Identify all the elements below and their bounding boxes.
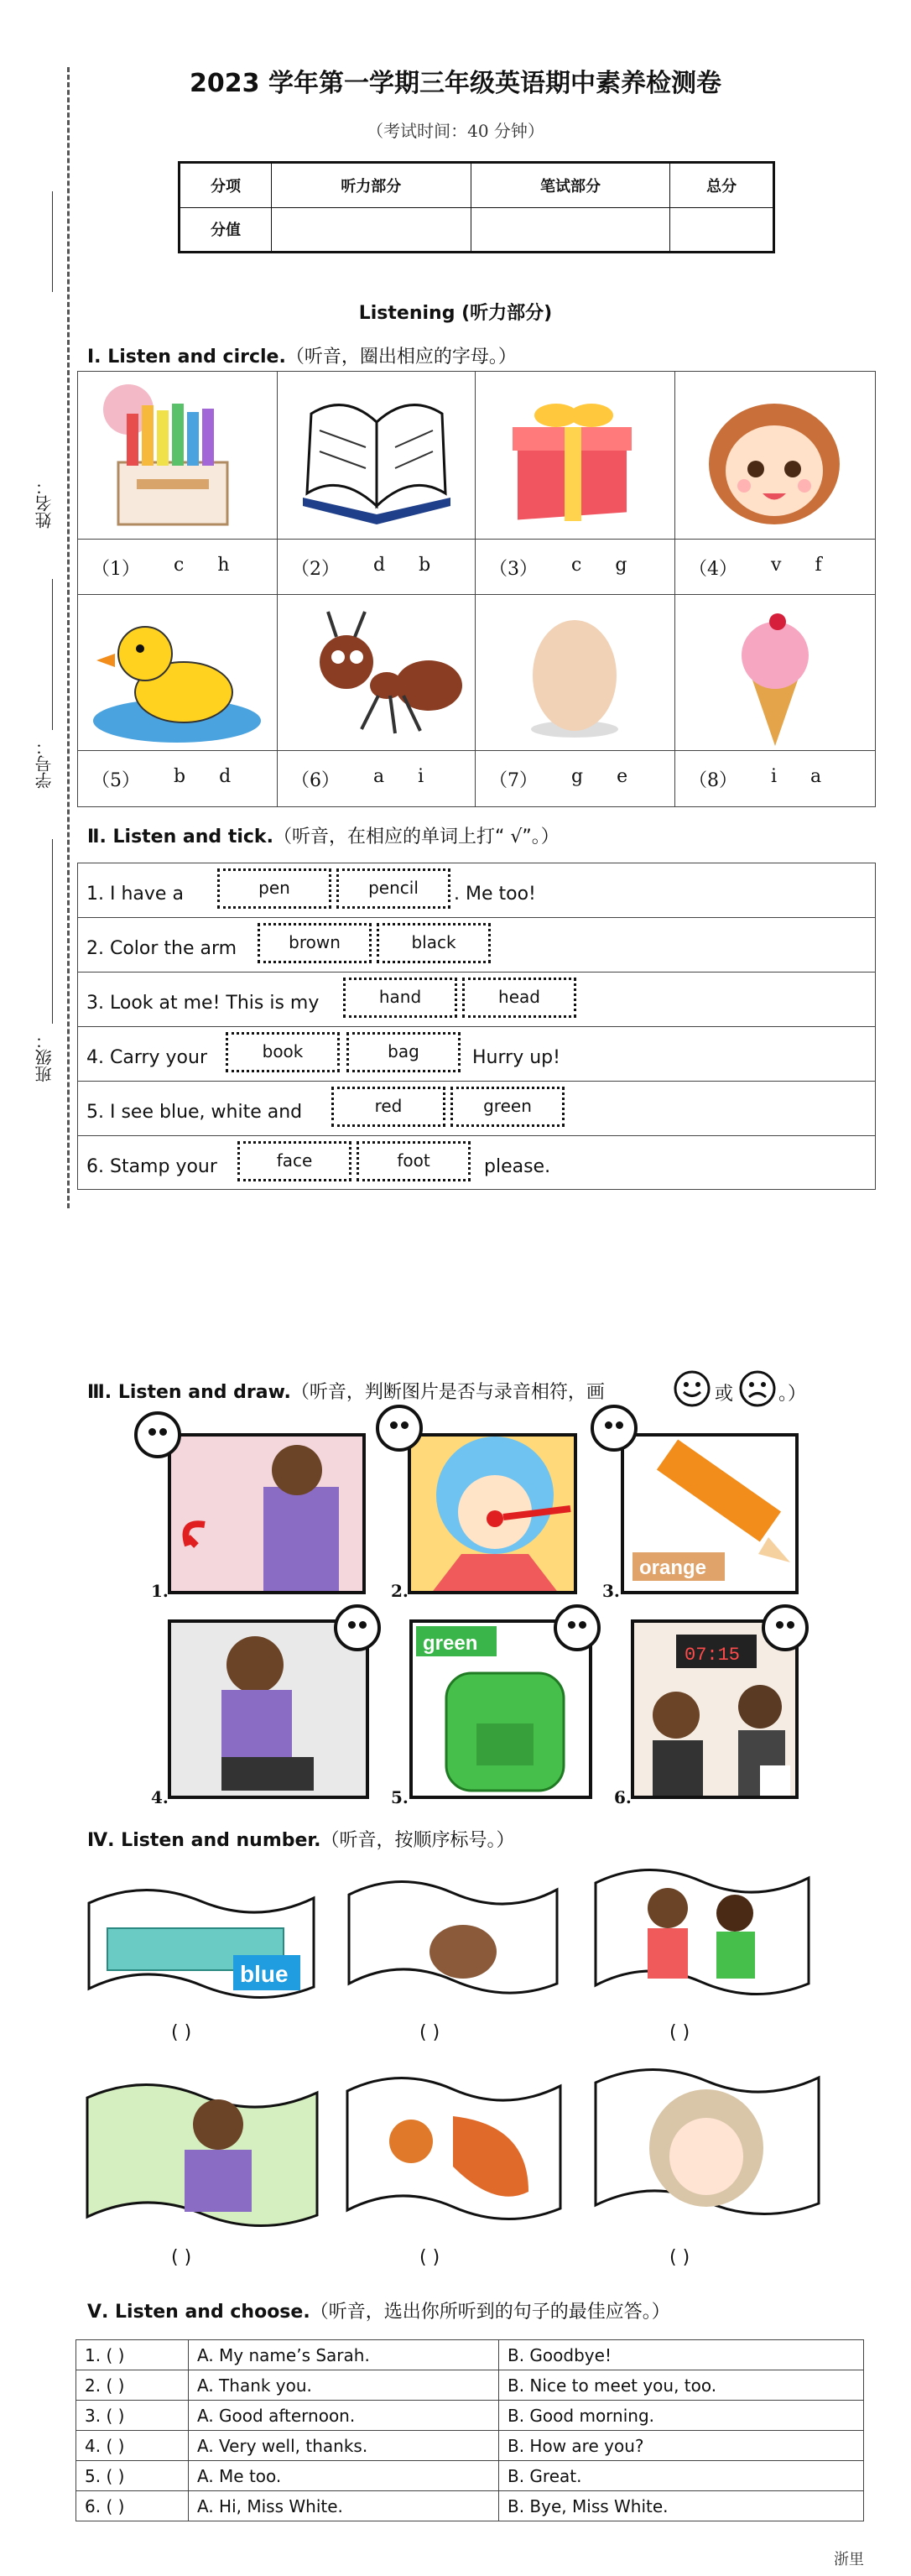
option-cell: （5） b d xyxy=(78,751,278,806)
picture-frame xyxy=(621,1433,799,1594)
part5-heading: Ⅴ. Listen and choose.（听音，选出你所听到的句子的最佳应答。） xyxy=(87,2302,670,2323)
part1-grid xyxy=(77,371,876,807)
part3-heading: Ⅲ. Listen and draw.（听音，判断图片是否与录音相符，画 xyxy=(87,1382,605,1403)
picture-cell xyxy=(78,595,278,751)
choice-letter[interactable]: b xyxy=(174,766,186,787)
backpack-caption: green xyxy=(423,1632,478,1655)
option-a[interactable]: A. Hi, Miss White. xyxy=(189,2491,499,2521)
girl-thinking-picture xyxy=(592,2057,822,2225)
score-cell[interactable] xyxy=(272,207,471,253)
part2-table xyxy=(77,863,876,1190)
brown-bag-picture xyxy=(346,1869,560,2004)
order-blank[interactable]: ( ) xyxy=(171,2022,192,2043)
item-number: 6. xyxy=(614,1787,632,1807)
word-option[interactable]: pen xyxy=(217,868,331,909)
item-number: 1. xyxy=(151,1581,169,1601)
sentence-start: 5. I see blue, white and xyxy=(86,1102,303,1123)
duck-icon xyxy=(78,595,278,751)
item-number: 4. xyxy=(151,1787,169,1807)
word-option[interactable]: bag xyxy=(346,1032,461,1072)
score-header: 笔试部分 xyxy=(471,163,670,208)
picture-cell xyxy=(476,595,675,751)
sentence-start: 6. Stamp your xyxy=(86,1156,217,1177)
choice-letter[interactable]: c xyxy=(571,555,582,576)
tick-row xyxy=(78,973,875,1027)
sentence-end: Hurry up! xyxy=(472,1047,560,1068)
answer-blank[interactable]: 5. ( ) xyxy=(76,2461,189,2491)
choose-row xyxy=(76,2431,864,2461)
gift-icon xyxy=(476,372,675,540)
order-blank[interactable]: ( ) xyxy=(419,2247,440,2268)
listening-title: Listening (听力部分) xyxy=(358,303,553,324)
instruction-end: 。） xyxy=(778,1384,807,1405)
exam-time: （考试时间：40 分钟） xyxy=(367,121,544,141)
part5-table xyxy=(75,2339,864,2521)
part1-heading: Ⅰ. Listen and circle.（听音，圈出相应的字母。） xyxy=(87,347,517,368)
or-text: 或 xyxy=(715,1384,734,1405)
picture-cell xyxy=(78,372,278,540)
choice-letter[interactable]: b xyxy=(419,555,431,576)
option-b[interactable]: B. Great. xyxy=(499,2461,864,2491)
crayons-icon xyxy=(78,372,278,540)
tick-row xyxy=(78,1082,875,1136)
option-b[interactable]: B. Goodbye! xyxy=(499,2340,864,2370)
word-option[interactable]: face xyxy=(237,1141,351,1181)
footer-mark: 浙里 xyxy=(834,2551,864,2568)
pencil-caption: orange xyxy=(639,1557,707,1579)
score-cell[interactable] xyxy=(670,207,774,253)
clown-icon xyxy=(411,1437,577,1594)
word-option[interactable]: black xyxy=(377,923,491,963)
score-header: 分项 xyxy=(180,163,272,208)
boy-waving-icon xyxy=(171,1437,366,1594)
choose-row xyxy=(76,2461,864,2491)
face-answer-box[interactable] xyxy=(762,1604,809,1651)
picture-cell xyxy=(476,372,675,540)
answer-blank[interactable]: 1. ( ) xyxy=(76,2340,189,2370)
ruler-picture xyxy=(86,1878,317,2009)
face-answer-box[interactable] xyxy=(334,1604,381,1651)
score-table xyxy=(178,161,775,253)
choice-letter[interactable]: h xyxy=(217,555,230,576)
option-cell: （6） a i xyxy=(278,751,476,806)
squirrel-picture xyxy=(344,2066,564,2230)
choice-letter[interactable]: i xyxy=(418,766,424,787)
picture-cell xyxy=(675,372,875,540)
score-cell[interactable] xyxy=(471,207,670,253)
boy-phone-picture xyxy=(84,2073,320,2237)
people-clock-icon xyxy=(634,1623,799,1799)
order-blank[interactable]: ( ) xyxy=(171,2247,192,2268)
name-label: 姓名： xyxy=(34,478,55,529)
option-b[interactable]: B. How are you? xyxy=(499,2431,864,2461)
part2-heading: Ⅱ. Listen and tick.（听音，在相应的单词上打“ √”。） xyxy=(87,827,560,847)
option-a[interactable]: A. Me too. xyxy=(189,2461,499,2491)
word-option[interactable]: foot xyxy=(357,1141,471,1181)
picture-frame xyxy=(168,1619,369,1799)
backpack-icon xyxy=(413,1623,592,1799)
order-blank[interactable]: ( ) xyxy=(669,2247,690,2268)
pencil-icon xyxy=(624,1437,799,1594)
option-cell: （3） c g xyxy=(476,540,675,595)
choose-row xyxy=(76,2491,864,2521)
answer-blank[interactable]: 2. ( ) xyxy=(76,2370,189,2401)
face-answer-box[interactable] xyxy=(591,1405,638,1452)
choose-row xyxy=(76,2370,864,2401)
icecream-icon xyxy=(675,595,875,751)
choice-letter[interactable]: v xyxy=(771,555,782,576)
choice-letter[interactable]: f xyxy=(815,555,822,576)
choice-letter[interactable]: a xyxy=(373,766,385,787)
class-rule xyxy=(52,839,53,1024)
face-answer-box[interactable] xyxy=(376,1405,423,1452)
name-rule xyxy=(52,191,53,292)
choice-letter[interactable]: d xyxy=(373,555,386,576)
item-number: 2. xyxy=(391,1581,409,1601)
choice-letter[interactable]: a xyxy=(810,766,822,787)
score-header: 总分 xyxy=(670,163,774,208)
id-rule xyxy=(52,579,53,730)
choice-letter[interactable]: g xyxy=(571,766,584,787)
picture-cell xyxy=(278,372,476,540)
item-number: 3. xyxy=(602,1581,620,1601)
part4-heading: Ⅳ. Listen and number.（听音，按顺序标号。） xyxy=(87,1830,515,1851)
smile-face-icon xyxy=(673,1369,711,1408)
option-cell: （8） i a xyxy=(689,766,822,791)
option-cell: （1） c h xyxy=(78,540,278,595)
option-b[interactable]: B. Nice to meet you, too. xyxy=(499,2370,864,2401)
picture-cell xyxy=(278,595,476,751)
word-option[interactable]: head xyxy=(462,978,576,1018)
word-option[interactable]: hand xyxy=(343,978,457,1018)
egg-icon xyxy=(476,595,675,751)
sentence-start: 2. Color the arm xyxy=(86,938,237,959)
picture-frame xyxy=(168,1433,366,1594)
class-label: 班级： xyxy=(34,1032,55,1082)
sentence-start: 3. Look at me! This is my xyxy=(86,993,320,1014)
tick-row xyxy=(78,1027,875,1082)
score-row-label: 分值 xyxy=(180,207,272,253)
sentence-end: . Me too! xyxy=(454,884,536,905)
answer-blank[interactable]: 3. ( ) xyxy=(76,2401,189,2431)
answer-blank[interactable]: 6. ( ) xyxy=(76,2491,189,2521)
ant-icon xyxy=(278,595,476,751)
word-option[interactable]: book xyxy=(226,1032,340,1072)
word-option[interactable]: brown xyxy=(258,923,372,963)
choice-letter[interactable]: d xyxy=(219,766,232,787)
item-number: 5. xyxy=(391,1787,409,1807)
picture-frame xyxy=(408,1433,577,1594)
face-answer-box[interactable] xyxy=(554,1604,601,1651)
choose-row xyxy=(76,2401,864,2431)
id-label: 学号： xyxy=(34,738,55,789)
tick-row xyxy=(78,918,875,973)
page-title: 2023 学年第一学期三年级英语期中素养检测卷 xyxy=(190,69,721,98)
choice-letter[interactable]: e xyxy=(617,766,628,787)
ruler-word: blue xyxy=(240,1961,289,1987)
tick-row xyxy=(78,863,875,918)
picture-cell xyxy=(675,595,875,751)
order-blank[interactable]: ( ) xyxy=(419,2022,440,2043)
answer-blank[interactable]: 4. ( ) xyxy=(76,2431,189,2461)
face-answer-box[interactable] xyxy=(134,1411,181,1458)
book-icon xyxy=(278,372,476,540)
word-option[interactable]: green xyxy=(450,1087,565,1127)
tick-row xyxy=(78,1136,875,1191)
option-b[interactable]: B. Good morning. xyxy=(499,2401,864,2431)
sentence-start: 1. I have a xyxy=(86,884,184,905)
word-option[interactable]: red xyxy=(331,1087,445,1127)
option-b[interactable]: B. Bye, Miss White. xyxy=(499,2491,864,2521)
binding-line xyxy=(67,67,70,1208)
choose-row xyxy=(76,2340,864,2370)
option-cell: （2） d b xyxy=(278,540,476,595)
choice-letter[interactable]: g xyxy=(615,555,627,576)
option-cell: （7） g e xyxy=(476,751,675,806)
option-cell: （4） v f xyxy=(675,540,875,595)
sad-face-icon xyxy=(738,1369,777,1408)
option-a[interactable]: A. Thank you. xyxy=(189,2370,499,2401)
choice-letter[interactable]: i xyxy=(771,766,778,787)
order-blank[interactable]: ( ) xyxy=(669,2022,690,2043)
sentence-end: please. xyxy=(484,1156,551,1177)
option-a[interactable]: A. Good afternoon. xyxy=(189,2401,499,2431)
clock-time: 07:15 xyxy=(685,1645,741,1666)
boy-sitting-icon xyxy=(171,1623,369,1799)
choice-letter[interactable]: c xyxy=(174,555,185,576)
girl-icon xyxy=(675,372,875,540)
word-option[interactable]: pencil xyxy=(336,868,450,909)
sentence-start: 4. Carry your xyxy=(86,1047,208,1068)
option-a[interactable]: A. Very well, thanks. xyxy=(189,2431,499,2461)
friends-picture xyxy=(592,1858,812,2005)
option-a[interactable]: A. My name’s Sarah. xyxy=(189,2340,499,2370)
score-header: 听力部分 xyxy=(272,163,471,208)
